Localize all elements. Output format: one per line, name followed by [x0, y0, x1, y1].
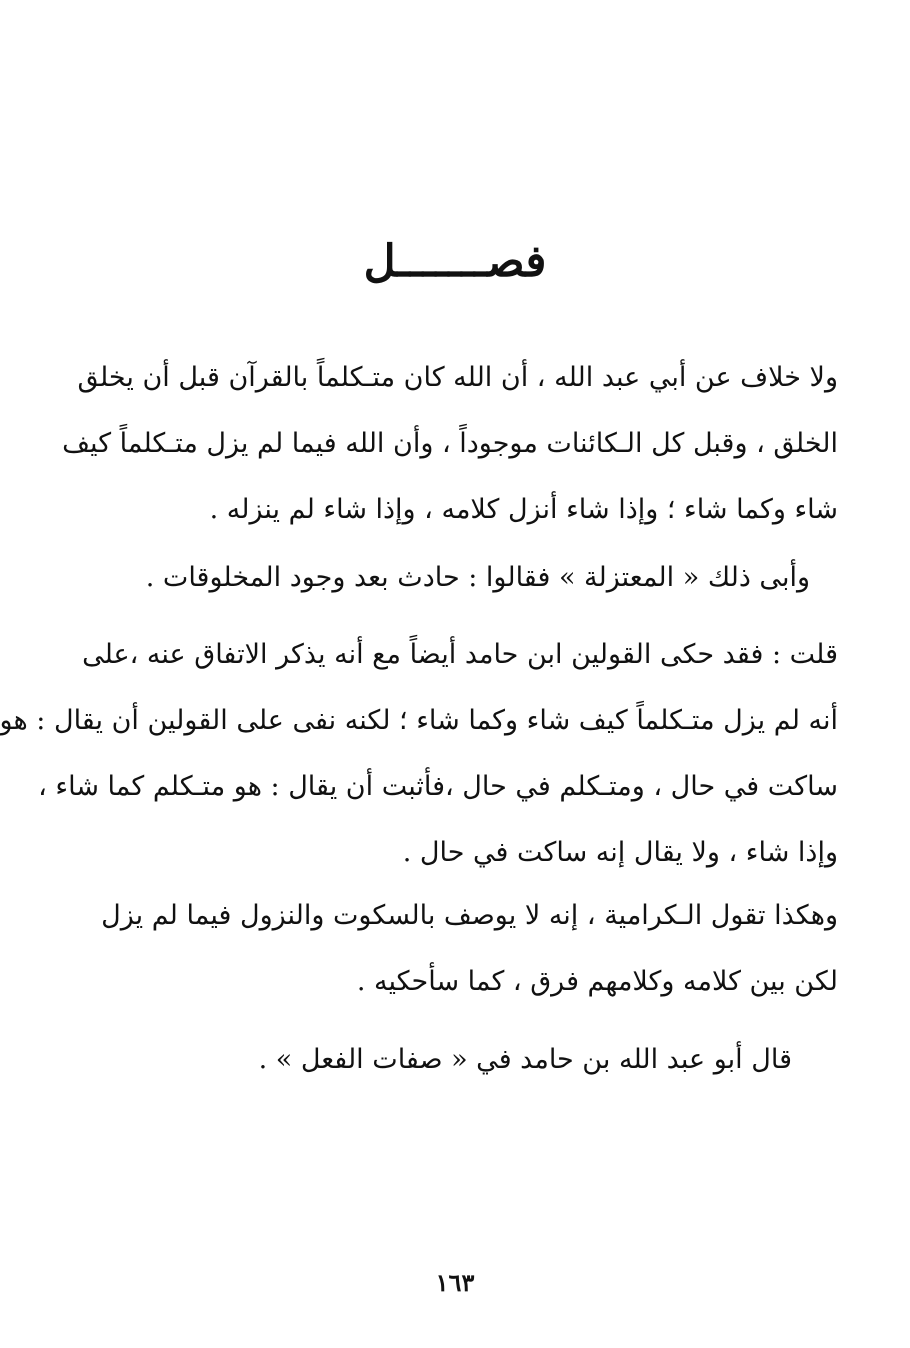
paragraph-line: ولا خلاف عن أبي عبد الله ، أن الله كان متـكلماً بالقرآن قبل أن يخلق: [77, 362, 838, 393]
paragraph-line: قال أبو عبد الله بن حامد في « صفات الفعل » .: [258, 1044, 792, 1075]
paragraph-line: قلت : فقد حكى القولين ابن حامد أيضاً مع أنه يذكر الاتفاق عنه ،على: [82, 639, 838, 670]
paragraph-4: [101, 883, 838, 1015]
paragraph-line: وإذا شاء ، ولا يقال إنه ساكت في حال .: [402, 837, 838, 868]
paragraph-5: [112, 1027, 792, 1093]
paragraph-line: أنه لم يزل متـكلماً كيف شاء وكما شاء ؛ لكنه نفى على القولين أن يقال : هو: [0, 705, 838, 736]
paragraph-line: ساكت في حال ، ومتـكلم في حال ،فأثبت أن يقال : هو متـكلم كما شاء ،: [38, 771, 838, 802]
paragraph-line: وأبى ذلك « المعتزلة » فقالوا : حادث بعد وجود المخلوقات .: [145, 562, 810, 593]
paragraph-line: الخلق ، وقبل كل الـكائنات موجوداً ، وأن الله فيما لم يزل متـكلماً كيف: [62, 428, 838, 459]
paragraph-line: وهكذا تقول الـكرامية ، إنه لا يوصف بالسكوت والنزول فيما لم يزل: [101, 900, 838, 931]
paragraph-line: شاء وكما شاء ؛ وإذا شاء أنزل كلامه ، وإذا شاء لم ينزله .: [209, 494, 838, 525]
section-heading: فصـــــــل: [363, 236, 547, 287]
page-number: ١٦٣: [435, 1268, 475, 1297]
paragraph-3: [0, 622, 838, 886]
paragraph-line: لكن بين كلامه وكلامهم فرق ، كما سأحكيه .: [356, 966, 838, 997]
paragraph-1: [62, 345, 838, 543]
paragraph-2: [110, 545, 810, 611]
